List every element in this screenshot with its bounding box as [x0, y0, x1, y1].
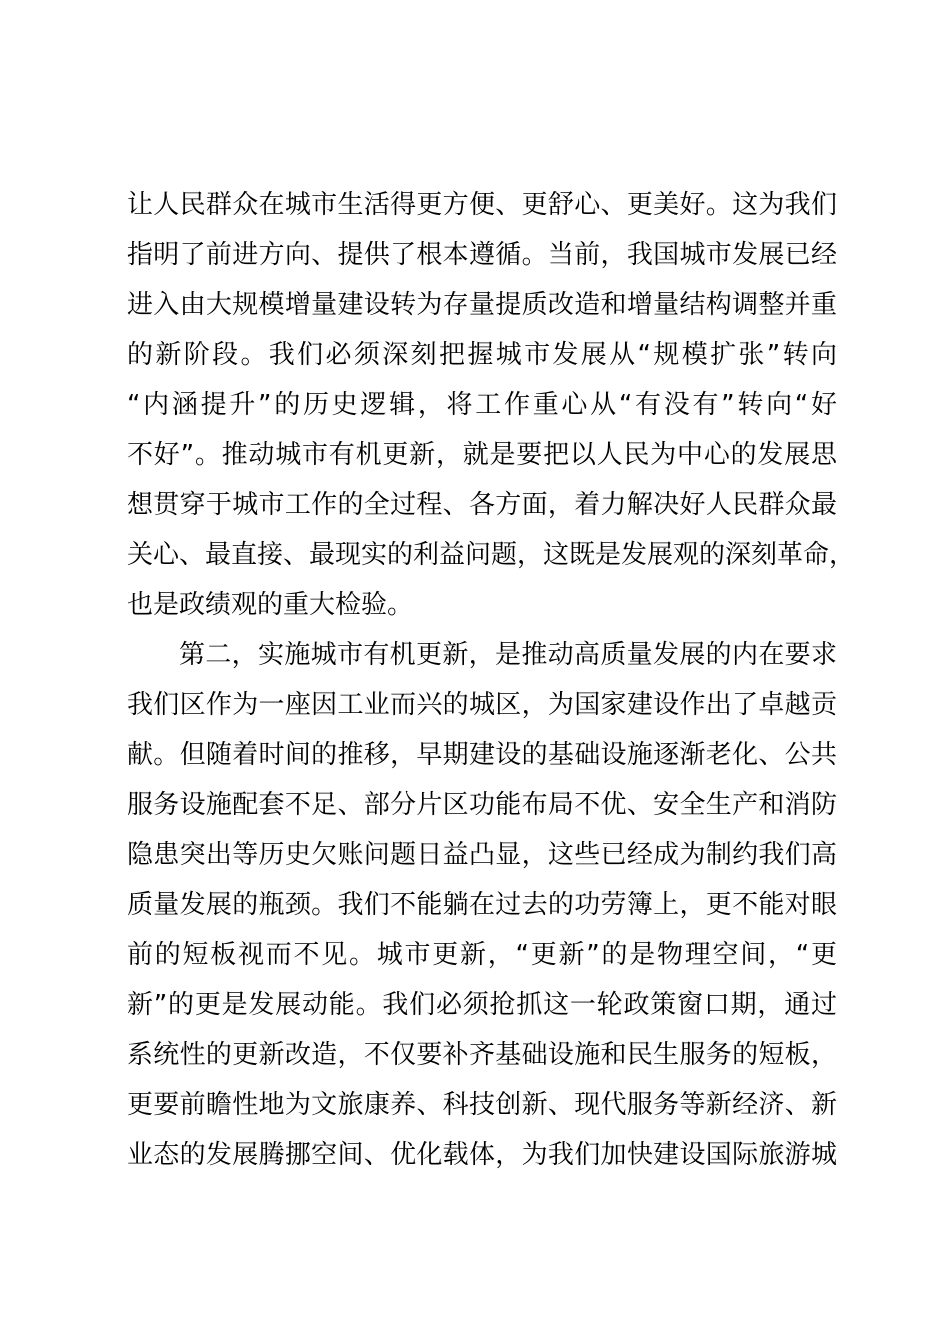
- paragraph-2-line-9: 系统性的更新改造，不仅要补齐基础设施和民生服务的短板，: [127, 1040, 837, 1070]
- paragraph-1-line-8: 关心、最直接、最现实的利益问题，这既是发展观的深刻革命，: [127, 540, 856, 570]
- paragraph-2-line-1: 第二，实施城市有机更新，是推动高质量发展的内在要求: [179, 640, 837, 670]
- paragraph-2-line-3: 献。但随着时间的推移，早期建设的基础设施逐渐老化、公共: [127, 740, 837, 770]
- paragraph-2-line-2: 我们区作为一座因工业而兴的城区，为国家建设作出了卓越贡: [127, 690, 837, 720]
- paragraph-2-line-11: 业态的发展腾挪空间、优化载体，为我们加快建设国际旅游城: [127, 1140, 837, 1170]
- paragraph-1-line-4: 的新阶段。我们必须深刻把握城市发展从“规模扩张”转向: [127, 340, 837, 370]
- paragraph-2-line-10: 更要前瞻性地为文旅康养、科技创新、现代服务等新经济、新: [127, 1090, 837, 1120]
- paragraph-1-line-1: 让人民群众在城市生活得更方便、更舒心、更美好。这为我们: [127, 190, 837, 220]
- paragraph-1-line-6: 不好”。推动城市有机更新，就是要把以人民为中心的发展思: [127, 440, 837, 470]
- paragraph-2-line-8: 新”的更是发展动能。我们必须抢抓这一轮政策窗口期，通过: [127, 990, 837, 1020]
- paragraph-2-line-7: 前的短板视而不见。城市更新，“更新”的是物理空间，“更: [127, 940, 837, 970]
- paragraph-1-line-5: “内涵提升”的历史逻辑，将工作重心从“有没有”转向“好: [127, 390, 837, 420]
- paragraph-1-line-2: 指明了前进方向、提供了根本遵循。当前，我国城市发展已经: [127, 240, 837, 270]
- paragraph-2-line-5: 隐患突出等历史欠账问题日益凸显，这些已经成为制约我们高: [127, 840, 837, 870]
- paragraph-2-line-4: 服务设施配套不足、部分片区功能布局不优、安全生产和消防: [127, 790, 837, 820]
- paragraph-2-line-6: 质量发展的瓶颈。我们不能躺在过去的功劳簿上，更不能对眼: [127, 890, 837, 920]
- paragraph-1-line-3: 进入由大规模增量建设转为存量提质改造和增量结构调整并重: [127, 290, 837, 320]
- paragraph-1-line-7: 想贯穿于城市工作的全过程、各方面，着力解决好人民群众最: [127, 490, 837, 520]
- paragraph-1-line-9: 也是政绩观的重大检验。: [127, 590, 414, 620]
